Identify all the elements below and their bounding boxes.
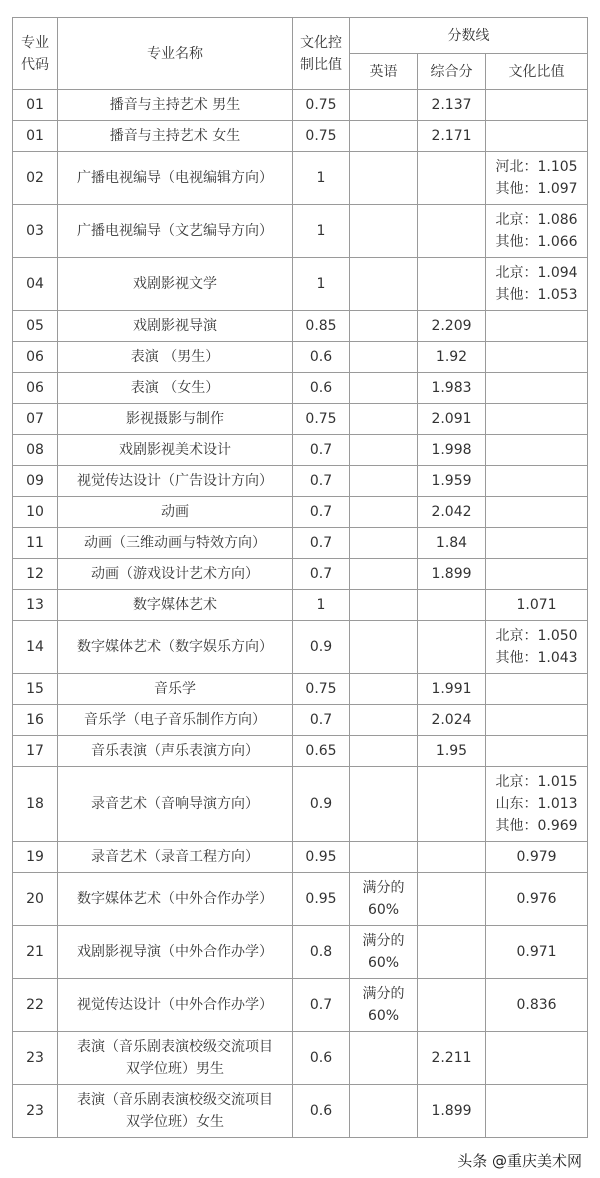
cell-english-line: 60% bbox=[367, 902, 400, 918]
cell-name-line: 视觉传达设计（中外合作办学） bbox=[77, 997, 273, 1013]
cell-name-line: 音乐表演（声乐表演方向） bbox=[91, 743, 259, 759]
cell-name bbox=[58, 258, 293, 311]
cell-composite bbox=[418, 621, 486, 674]
table-row bbox=[13, 205, 588, 258]
cell-code: 14 bbox=[13, 621, 58, 674]
cell-ratio: 0.95 bbox=[293, 842, 350, 873]
cell-culture bbox=[486, 621, 588, 674]
cell-culture-line: 0.836 bbox=[516, 997, 557, 1013]
cell-code: 15 bbox=[13, 674, 58, 705]
cell-ratio: 0.7 bbox=[293, 497, 350, 528]
cell-culture bbox=[486, 926, 588, 979]
cell-composite: 2.171 bbox=[418, 121, 486, 152]
cell-english bbox=[350, 373, 418, 404]
cell-code: 13 bbox=[13, 590, 58, 621]
cell-english bbox=[350, 767, 418, 842]
table-body bbox=[13, 90, 588, 1138]
cell-name bbox=[58, 311, 293, 342]
cell-name-line: 戏剧影视美术设计 bbox=[119, 442, 231, 458]
cell-code: 06 bbox=[13, 373, 58, 404]
cell-name-line: 数字媒体艺术（中外合作办学） bbox=[77, 891, 273, 907]
cell-composite: 2.209 bbox=[418, 311, 486, 342]
cell-name bbox=[58, 373, 293, 404]
cell-english bbox=[350, 152, 418, 205]
cell-name-line: 广播电视编导（文艺编导方向） bbox=[77, 223, 273, 239]
cell-code: 09 bbox=[13, 466, 58, 497]
table-row bbox=[13, 873, 588, 926]
cell-english bbox=[350, 342, 418, 373]
cell-code: 03 bbox=[13, 205, 58, 258]
cell-name-line: 音乐学（电子音乐制作方向） bbox=[84, 712, 266, 728]
table-row bbox=[13, 1032, 588, 1085]
header-code-line-2: 代码 bbox=[21, 56, 49, 73]
cell-english-line: 满分的 bbox=[362, 986, 405, 1002]
table-row bbox=[13, 705, 588, 736]
cell-code: 18 bbox=[13, 767, 58, 842]
cell-culture bbox=[486, 528, 588, 559]
cell-name-line: 双学位班）男生 bbox=[126, 1061, 224, 1077]
cell-name bbox=[58, 497, 293, 528]
cell-name-line: 戏剧影视导演（中外合作办学） bbox=[77, 944, 273, 960]
cell-name bbox=[58, 873, 293, 926]
table-row bbox=[13, 152, 588, 205]
cell-ratio: 0.85 bbox=[293, 311, 350, 342]
table-row bbox=[13, 767, 588, 842]
table-row bbox=[13, 466, 588, 497]
cell-composite bbox=[418, 873, 486, 926]
table-row bbox=[13, 497, 588, 528]
cell-culture bbox=[486, 205, 588, 258]
header-name: 专业名称 bbox=[58, 18, 293, 90]
cell-english bbox=[350, 404, 418, 435]
table-row bbox=[13, 674, 588, 705]
cell-name-line: 戏剧影视文学 bbox=[133, 276, 217, 292]
cell-english bbox=[350, 90, 418, 121]
cell-culture bbox=[486, 979, 588, 1032]
cell-ratio: 0.9 bbox=[293, 767, 350, 842]
cell-english bbox=[350, 205, 418, 258]
header-code-line-1: 专业 bbox=[21, 34, 49, 51]
cell-code: 19 bbox=[13, 842, 58, 873]
cell-code: 02 bbox=[13, 152, 58, 205]
cell-culture bbox=[486, 404, 588, 435]
cell-ratio: 0.7 bbox=[293, 559, 350, 590]
cell-name bbox=[58, 404, 293, 435]
cell-code: 01 bbox=[13, 90, 58, 121]
cell-name bbox=[58, 767, 293, 842]
cell-composite bbox=[418, 842, 486, 873]
cell-culture bbox=[486, 842, 588, 873]
cell-culture bbox=[486, 435, 588, 466]
cell-name-line: 广播电视编导（电视编辑方向） bbox=[77, 170, 273, 186]
table-row bbox=[13, 926, 588, 979]
cell-culture-line: 山东：1.013 bbox=[495, 796, 578, 812]
cell-code: 04 bbox=[13, 258, 58, 311]
cell-ratio: 0.65 bbox=[293, 736, 350, 767]
cell-code: 22 bbox=[13, 979, 58, 1032]
cell-english bbox=[350, 926, 418, 979]
table-row bbox=[13, 373, 588, 404]
cell-composite bbox=[418, 205, 486, 258]
cell-name-line: 双学位班）女生 bbox=[126, 1114, 224, 1130]
cell-culture bbox=[486, 152, 588, 205]
cell-code: 11 bbox=[13, 528, 58, 559]
cell-culture-line: 河北：1.105 bbox=[495, 159, 578, 175]
cell-code: 23 bbox=[13, 1032, 58, 1085]
cell-name-line: 音乐学 bbox=[154, 681, 196, 697]
cell-ratio: 0.75 bbox=[293, 674, 350, 705]
cell-code: 17 bbox=[13, 736, 58, 767]
cell-culture bbox=[486, 311, 588, 342]
header-culture: 文化比值 bbox=[486, 54, 588, 90]
cell-code: 21 bbox=[13, 926, 58, 979]
cell-composite: 1.899 bbox=[418, 1085, 486, 1138]
cell-culture bbox=[486, 767, 588, 842]
table-row bbox=[13, 736, 588, 767]
cell-culture-line: 其他：1.097 bbox=[495, 181, 578, 197]
header-english: 英语 bbox=[350, 54, 418, 90]
cell-ratio: 0.7 bbox=[293, 528, 350, 559]
cell-code: 12 bbox=[13, 559, 58, 590]
cell-name bbox=[58, 342, 293, 373]
cell-name-line: 数字媒体艺术（数字娱乐方向） bbox=[77, 639, 273, 655]
cell-name-line: 视觉传达设计（广告设计方向） bbox=[77, 473, 273, 489]
cell-culture-line: 其他：1.043 bbox=[495, 650, 578, 666]
cell-culture bbox=[486, 90, 588, 121]
cell-name-line: 表演（音乐剧表演校级交流项目 bbox=[77, 1039, 273, 1055]
watermark: 头条 @重庆美术网 bbox=[453, 1149, 586, 1172]
cell-culture bbox=[486, 705, 588, 736]
table-row bbox=[13, 435, 588, 466]
cell-composite: 2.042 bbox=[418, 497, 486, 528]
cell-name bbox=[58, 926, 293, 979]
cell-name bbox=[58, 1085, 293, 1138]
cell-composite: 2.091 bbox=[418, 404, 486, 435]
cell-name bbox=[58, 621, 293, 674]
cell-code: 16 bbox=[13, 705, 58, 736]
cell-ratio: 0.7 bbox=[293, 705, 350, 736]
cell-ratio: 0.9 bbox=[293, 621, 350, 674]
cell-culture-line: 其他：0.969 bbox=[495, 818, 578, 834]
cell-english bbox=[350, 559, 418, 590]
cell-culture-line: 0.979 bbox=[516, 849, 557, 865]
cell-english bbox=[350, 705, 418, 736]
cell-name bbox=[58, 736, 293, 767]
cell-english bbox=[350, 258, 418, 311]
cell-culture bbox=[486, 873, 588, 926]
cell-name bbox=[58, 435, 293, 466]
cell-ratio: 0.7 bbox=[293, 435, 350, 466]
cell-english bbox=[350, 736, 418, 767]
cell-code: 07 bbox=[13, 404, 58, 435]
table-row bbox=[13, 1085, 588, 1138]
cell-ratio: 0.75 bbox=[293, 121, 350, 152]
cell-composite: 1.92 bbox=[418, 342, 486, 373]
cell-english bbox=[350, 311, 418, 342]
cell-ratio: 1 bbox=[293, 590, 350, 621]
cell-name-line: 表演 （男生） bbox=[130, 349, 220, 365]
cell-name bbox=[58, 466, 293, 497]
header-code bbox=[13, 18, 58, 90]
cell-composite bbox=[418, 590, 486, 621]
cell-ratio: 0.7 bbox=[293, 979, 350, 1032]
cell-english bbox=[350, 979, 418, 1032]
cell-culture bbox=[486, 342, 588, 373]
cell-composite: 2.137 bbox=[418, 90, 486, 121]
cell-composite: 1.998 bbox=[418, 435, 486, 466]
cell-code: 08 bbox=[13, 435, 58, 466]
cell-code: 01 bbox=[13, 121, 58, 152]
cell-composite: 2.211 bbox=[418, 1032, 486, 1085]
cell-english bbox=[350, 466, 418, 497]
cell-composite: 2.024 bbox=[418, 705, 486, 736]
cell-name bbox=[58, 559, 293, 590]
cell-name-line: 表演 （女生） bbox=[130, 380, 220, 396]
cell-name-line: 动画 bbox=[161, 504, 189, 520]
cell-ratio: 0.6 bbox=[293, 373, 350, 404]
table-row bbox=[13, 559, 588, 590]
cell-name bbox=[58, 152, 293, 205]
cell-culture-line: 其他：1.066 bbox=[495, 234, 578, 250]
cell-ratio: 0.6 bbox=[293, 1032, 350, 1085]
cell-culture-line: 北京：1.015 bbox=[495, 774, 578, 790]
cell-culture-line: 北京：1.094 bbox=[495, 265, 578, 281]
cell-english-line: 满分的 bbox=[362, 933, 405, 949]
cell-culture bbox=[486, 466, 588, 497]
cell-composite: 1.983 bbox=[418, 373, 486, 404]
cell-name-line: 动画（游戏设计艺术方向） bbox=[91, 566, 259, 582]
cell-composite: 1.899 bbox=[418, 559, 486, 590]
cell-culture bbox=[486, 373, 588, 404]
cell-culture bbox=[486, 258, 588, 311]
table-row bbox=[13, 842, 588, 873]
cell-name-line: 表演（音乐剧表演校级交流项目 bbox=[77, 1092, 273, 1108]
table-row bbox=[13, 121, 588, 152]
cell-ratio: 1 bbox=[293, 258, 350, 311]
table-row bbox=[13, 311, 588, 342]
table-row bbox=[13, 90, 588, 121]
cell-name-line: 录音艺术（音响导演方向） bbox=[91, 796, 259, 812]
cell-name bbox=[58, 842, 293, 873]
table-row bbox=[13, 621, 588, 674]
cell-composite: 1.95 bbox=[418, 736, 486, 767]
table-row bbox=[13, 342, 588, 373]
cell-culture-line: 1.071 bbox=[516, 597, 557, 613]
cell-name bbox=[58, 1032, 293, 1085]
cell-code: 20 bbox=[13, 873, 58, 926]
admission-score-table bbox=[12, 17, 588, 1138]
cell-english bbox=[350, 497, 418, 528]
cell-culture bbox=[486, 1032, 588, 1085]
cell-culture-line: 北京：1.086 bbox=[495, 212, 578, 228]
table-header bbox=[13, 18, 588, 90]
cell-name-line: 录音艺术（录音工程方向） bbox=[91, 849, 259, 865]
cell-english-line: 60% bbox=[367, 1008, 400, 1024]
cell-english bbox=[350, 873, 418, 926]
table-row bbox=[13, 528, 588, 559]
cell-english bbox=[350, 590, 418, 621]
cell-composite bbox=[418, 152, 486, 205]
table-row bbox=[13, 404, 588, 435]
cell-composite bbox=[418, 979, 486, 1032]
header-score-group: 分数线 bbox=[350, 18, 588, 54]
cell-english bbox=[350, 1032, 418, 1085]
header-composite: 综合分 bbox=[418, 54, 486, 90]
cell-culture-line: 0.976 bbox=[516, 891, 557, 907]
cell-name bbox=[58, 528, 293, 559]
cell-culture bbox=[486, 674, 588, 705]
cell-culture-line: 北京：1.050 bbox=[495, 628, 578, 644]
table-row bbox=[13, 590, 588, 621]
cell-composite: 1.959 bbox=[418, 466, 486, 497]
cell-english bbox=[350, 435, 418, 466]
cell-name bbox=[58, 90, 293, 121]
cell-culture bbox=[486, 590, 588, 621]
cell-english bbox=[350, 1085, 418, 1138]
cell-english-line: 满分的 bbox=[362, 880, 405, 896]
cell-name-line: 播音与主持艺术 女生 bbox=[109, 128, 241, 144]
cell-code: 05 bbox=[13, 311, 58, 342]
cell-english bbox=[350, 121, 418, 152]
cell-ratio: 0.75 bbox=[293, 90, 350, 121]
cell-name bbox=[58, 590, 293, 621]
cell-composite: 1.84 bbox=[418, 528, 486, 559]
cell-name-line: 播音与主持艺术 男生 bbox=[109, 97, 241, 113]
cell-composite bbox=[418, 258, 486, 311]
cell-english bbox=[350, 621, 418, 674]
cell-code: 23 bbox=[13, 1085, 58, 1138]
cell-name-line: 动画（三维动画与特效方向） bbox=[84, 535, 266, 551]
cell-name bbox=[58, 205, 293, 258]
cell-name bbox=[58, 674, 293, 705]
cell-ratio: 0.95 bbox=[293, 873, 350, 926]
cell-name bbox=[58, 121, 293, 152]
cell-composite: 1.991 bbox=[418, 674, 486, 705]
cell-composite bbox=[418, 767, 486, 842]
header-ratio-line-1: 文化控 bbox=[300, 34, 342, 51]
header-ratio bbox=[293, 18, 350, 90]
cell-name-line: 影视摄影与制作 bbox=[126, 411, 224, 427]
cell-composite bbox=[418, 926, 486, 979]
cell-code: 06 bbox=[13, 342, 58, 373]
cell-culture bbox=[486, 1085, 588, 1138]
cell-ratio: 0.6 bbox=[293, 342, 350, 373]
cell-culture bbox=[486, 736, 588, 767]
cell-name bbox=[58, 705, 293, 736]
cell-ratio: 0.7 bbox=[293, 466, 350, 497]
cell-culture-line: 其他：1.053 bbox=[495, 287, 578, 303]
cell-ratio: 0.8 bbox=[293, 926, 350, 979]
cell-culture bbox=[486, 121, 588, 152]
cell-ratio: 1 bbox=[293, 152, 350, 205]
cell-culture bbox=[486, 497, 588, 528]
cell-culture-line: 0.971 bbox=[516, 944, 557, 960]
cell-code: 10 bbox=[13, 497, 58, 528]
cell-ratio: 1 bbox=[293, 205, 350, 258]
cell-culture bbox=[486, 559, 588, 590]
cell-name-line: 数字媒体艺术 bbox=[133, 597, 217, 613]
cell-english bbox=[350, 842, 418, 873]
table-row bbox=[13, 258, 588, 311]
cell-name-line: 戏剧影视导演 bbox=[133, 318, 217, 334]
cell-english bbox=[350, 528, 418, 559]
cell-ratio: 0.75 bbox=[293, 404, 350, 435]
cell-name bbox=[58, 979, 293, 1032]
cell-ratio: 0.6 bbox=[293, 1085, 350, 1138]
table-row bbox=[13, 979, 588, 1032]
cell-english bbox=[350, 674, 418, 705]
cell-english-line: 60% bbox=[367, 955, 400, 971]
header-ratio-line-2: 制比值 bbox=[300, 56, 342, 73]
